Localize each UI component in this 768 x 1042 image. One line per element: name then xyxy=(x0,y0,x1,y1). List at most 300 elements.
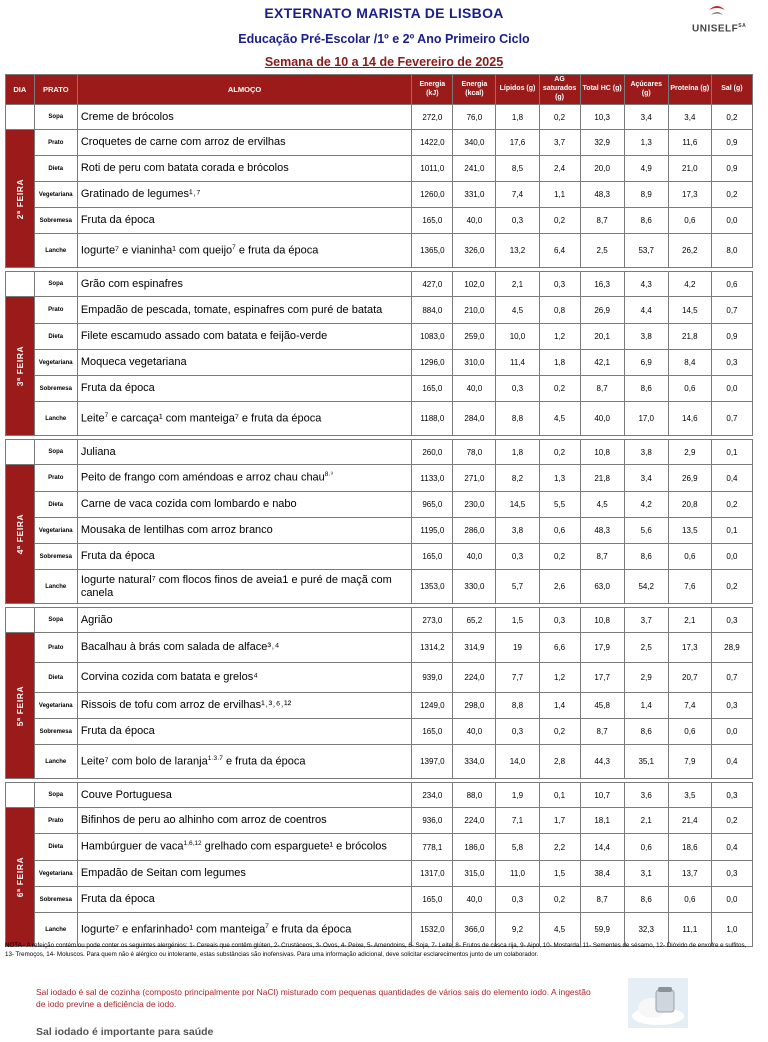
nutrition-value: 3,7 xyxy=(539,130,580,156)
nutrition-value: 6,4 xyxy=(539,234,580,268)
dish-name: Agrião xyxy=(80,613,113,626)
nutrition-value: 0,2 xyxy=(539,440,580,465)
dish-suffix: e fruta da época xyxy=(268,923,352,936)
nutrition-value: 0,3 xyxy=(539,608,580,633)
nutrition-value: 7,1 xyxy=(496,808,539,834)
nutrition-value: 2,1 xyxy=(624,808,668,834)
nutrition-value: 0,0 xyxy=(711,544,752,570)
nutrition-value: 48,3 xyxy=(580,182,624,208)
col-header: Lípidos (g) xyxy=(496,75,539,105)
category-cell: Sopa xyxy=(34,272,77,297)
category-cell: Dieta xyxy=(34,663,77,693)
nutrition-value: 2,5 xyxy=(580,234,624,268)
nutrition-value: 8,0 xyxy=(711,234,752,268)
nutrition-value: 18,6 xyxy=(668,834,711,861)
nutrition-value: 17,9 xyxy=(580,633,624,663)
nutrition-value: 0,2 xyxy=(539,544,580,570)
nutrition-value: 884,0 xyxy=(412,297,453,324)
nutrition-value: 48,3 xyxy=(580,518,624,544)
nutrition-value: 11,6 xyxy=(668,130,711,156)
nutrition-value: 0,1 xyxy=(711,518,752,544)
nutrition-value: 14,4 xyxy=(580,834,624,861)
day-label-text: 5ª FEIRA xyxy=(14,685,25,726)
nutrition-value: 17,3 xyxy=(668,633,711,663)
level-subtitle: Educação Pré-Escolar /1º e 2º Ano Primeiro Ciclo xyxy=(238,32,530,46)
nutrition-value: 59,9 xyxy=(580,913,624,947)
nutrition-value: 4,4 xyxy=(624,297,668,324)
dish-name: Filete escamudo assado com batata e feijão-verde xyxy=(80,330,328,343)
col-header: PRATO xyxy=(34,75,77,105)
nutrition-value: 8,7 xyxy=(580,719,624,745)
nutrition-value: 8,7 xyxy=(580,887,624,913)
nutrition-value: 13,2 xyxy=(496,234,539,268)
nutrition-value: 1083,0 xyxy=(412,324,453,350)
day-label-text: 3ª FEIRA xyxy=(14,345,25,387)
nutrition-value: 1011,0 xyxy=(412,156,453,182)
salt-footer: Sal iodado é importante para saúde xyxy=(36,1026,214,1038)
day-cell-empty xyxy=(6,272,35,297)
dish-name: Couve Portuguesa xyxy=(80,788,172,801)
nutrition-value: 0,7 xyxy=(711,297,752,324)
category-cell: Sopa xyxy=(34,105,77,130)
nutrition-value: 7,9 xyxy=(668,745,711,779)
table-row xyxy=(6,861,753,887)
nutrition-value: 165,0 xyxy=(412,887,453,913)
nutrition-value: 8,7 xyxy=(580,376,624,402)
col-header: Proteína (g) xyxy=(668,75,711,105)
table-row xyxy=(6,350,753,376)
table-row xyxy=(6,272,753,297)
dish-name: Iogurte⁷ e vianinha¹ com queijo xyxy=(80,244,233,257)
nutrition-value: 0,6 xyxy=(668,719,711,745)
nutrition-value: 32,3 xyxy=(624,913,668,947)
nutrition-value: 340,0 xyxy=(453,130,496,156)
category-cell: Lanche xyxy=(34,570,77,604)
dish-name: Iogurte⁷ e enfarinhado¹ com manteiga xyxy=(80,923,266,936)
dish-name: Leite⁷ com bolo de laranja xyxy=(80,755,208,768)
category-cell: Dieta xyxy=(34,492,77,518)
table-row xyxy=(6,376,753,402)
nutrition-value: 1,3 xyxy=(624,130,668,156)
nutrition-value: 17,7 xyxy=(580,663,624,693)
nutrition-value: 0,2 xyxy=(539,719,580,745)
nutrition-value: 4,3 xyxy=(624,272,668,297)
nutrition-value: 4,9 xyxy=(624,156,668,182)
nutrition-value: 0,0 xyxy=(711,208,752,234)
dish-suffix: e fruta da época xyxy=(235,244,319,257)
allergen-note: NOTA– A refeição contém ou pode conter os seguintes alergénios: 1- Cereais que contêm glúten, 2- Crustáceos, 3- Ovos, 4- Peixe, 5- Amendoins, 6- Soja, 7- Leite, 8- Frutos de casca rija, 9- Aipo, 10- Mostarda, 11- Sementes de sésamo, 12- Dióxido de enxofre e sulfitos, 13- Tremoços, 14- Moluscos. Para quem não é alérgico ou intolerante, estas substâncias são inofensivas. Para uma informação adicional, deve solicitar esclarecimentos junto de um colaborador. xyxy=(5,942,747,958)
dish-cell xyxy=(77,570,412,604)
nutrition-value: 88,0 xyxy=(453,783,496,808)
category-cell: Lanche xyxy=(34,234,77,268)
allergen-sup: 1˒3˒7 xyxy=(207,754,223,762)
nutrition-value: 4,5 xyxy=(496,297,539,324)
nutrition-value: 17,3 xyxy=(668,182,711,208)
dish-cell xyxy=(77,272,412,297)
nutrition-value: 210,0 xyxy=(453,297,496,324)
nutrition-value: 63,0 xyxy=(580,570,624,604)
logo-mark-icon xyxy=(706,4,728,22)
nutrition-value: 76,0 xyxy=(453,105,496,130)
nutrition-value: 0,0 xyxy=(711,376,752,402)
nutrition-value: 1,5 xyxy=(539,861,580,887)
nutrition-value: 54,2 xyxy=(624,570,668,604)
col-header: DIA xyxy=(6,75,35,105)
day-cell-empty xyxy=(6,608,35,633)
nutrition-value: 0,3 xyxy=(711,608,752,633)
nutrition-value: 102,0 xyxy=(453,272,496,297)
nutrition-value: 1,8 xyxy=(539,350,580,376)
nutrition-value: 45,8 xyxy=(580,693,624,719)
nutrition-value: 2,1 xyxy=(496,272,539,297)
nutrition-value: 4,2 xyxy=(624,492,668,518)
dish-suffix: e carcaça¹ com manteiga⁷ e fruta da época xyxy=(108,412,322,425)
dish-name: Leite xyxy=(80,412,105,425)
salt-image-icon xyxy=(628,978,688,1028)
nutrition-value: 7,6 xyxy=(668,570,711,604)
category-cell: Lanche xyxy=(34,913,77,947)
nutrition-value: 0,6 xyxy=(624,834,668,861)
dish-name: Iogurte natural⁷ com flocos finos de aveia1 e puré de maçã com canela xyxy=(80,573,392,599)
nutrition-value: 0,3 xyxy=(496,208,539,234)
dish-name: Fruta da época xyxy=(80,725,155,738)
nutrition-value: 4,5 xyxy=(539,913,580,947)
dish-name: Fruta da época xyxy=(80,550,155,563)
nutrition-value: 40,0 xyxy=(453,887,496,913)
nutrition-value: 53,7 xyxy=(624,234,668,268)
dish-cell xyxy=(77,440,412,465)
nutrition-value: 2,1 xyxy=(668,608,711,633)
dish-cell xyxy=(77,492,412,518)
nutrition-value: 8,6 xyxy=(624,887,668,913)
nutrition-value: 330,0 xyxy=(453,570,496,604)
nutrition-value: 8,8 xyxy=(496,402,539,436)
nutrition-value: 4,5 xyxy=(539,402,580,436)
nutrition-value: 1195,0 xyxy=(412,518,453,544)
nutrition-value: 2,5 xyxy=(624,633,668,663)
nutrition-value: 3,8 xyxy=(496,518,539,544)
nutrition-value: 0,6 xyxy=(668,208,711,234)
nutrition-value: 1,4 xyxy=(624,693,668,719)
nutrition-value: 0,7 xyxy=(711,402,752,436)
nutrition-value: 1260,0 xyxy=(412,182,453,208)
nutrition-value: 1,3 xyxy=(539,465,580,492)
nutrition-value: 3,7 xyxy=(624,608,668,633)
dish-cell xyxy=(77,234,412,268)
nutrition-value: 6,9 xyxy=(624,350,668,376)
nutrition-value: 38,4 xyxy=(580,861,624,887)
nutrition-value: 0,3 xyxy=(496,887,539,913)
col-header: ALMOÇO xyxy=(77,75,412,105)
nutrition-value: 1249,0 xyxy=(412,693,453,719)
nutrition-value: 165,0 xyxy=(412,376,453,402)
nutrition-value: 2,9 xyxy=(668,440,711,465)
nutrition-value: 8,7 xyxy=(580,208,624,234)
nutrition-value: 0,3 xyxy=(496,376,539,402)
nutrition-value: 19 xyxy=(496,633,539,663)
col-header: Energia (kJ) xyxy=(412,75,453,105)
nutrition-value: 1,2 xyxy=(539,324,580,350)
dish-name: Peito de frango com améndoas e arroz chau chau xyxy=(80,472,325,484)
nutrition-value: 1,2 xyxy=(539,663,580,693)
nutrition-value: 1314,2 xyxy=(412,633,453,663)
nutrition-value: 1296,0 xyxy=(412,350,453,376)
nutrition-value: 2,6 xyxy=(539,570,580,604)
category-cell: Lanche xyxy=(34,745,77,779)
dish-cell xyxy=(77,693,412,719)
nutrition-value: 2,8 xyxy=(539,745,580,779)
nutrition-value: 315,0 xyxy=(453,861,496,887)
nutrition-value: 1,8 xyxy=(496,440,539,465)
nutrition-value: 427,0 xyxy=(412,272,453,297)
dish-name: Creme de brócolos xyxy=(80,110,174,123)
table-row xyxy=(6,783,753,808)
table-row xyxy=(6,808,753,834)
day-label-text: 6ª FEIRA xyxy=(14,856,25,898)
nutrition-value: 3,5 xyxy=(668,783,711,808)
nutrition-value: 0,0 xyxy=(711,887,752,913)
nutrition-value: 11,0 xyxy=(496,861,539,887)
table-row xyxy=(6,156,753,182)
nutrition-value: 8,5 xyxy=(496,156,539,182)
nutrition-value: 8,6 xyxy=(624,544,668,570)
salt-info: Sal iodado é sal de cozinha (composto principalmente por NaCl) misturado com pequenas quantidades de vários sais do elemento iodo. A ingestão de iodo previne a deficiência de iodo. xyxy=(36,987,591,1009)
nutrition-value: 26,9 xyxy=(668,465,711,492)
nutrition-value: 165,0 xyxy=(412,544,453,570)
table-row xyxy=(6,608,753,633)
table-row xyxy=(6,693,753,719)
dish-cell xyxy=(77,105,412,130)
nutrition-value: 0,6 xyxy=(668,887,711,913)
nutrition-value: 10,7 xyxy=(580,783,624,808)
dish-name: Rissois de tofu com arroz de ervilhas¹˒³˒⁶˒¹² xyxy=(80,699,292,712)
dish-cell xyxy=(77,297,412,324)
table-row xyxy=(6,208,753,234)
nutrition-value: 334,0 xyxy=(453,745,496,779)
dish-cell xyxy=(77,745,412,779)
table-row xyxy=(6,402,753,436)
category-cell: Sobremesa xyxy=(34,719,77,745)
table-row xyxy=(6,663,753,693)
table-row xyxy=(6,719,753,745)
category-cell: Sopa xyxy=(34,440,77,465)
nutrition-value: 4,5 xyxy=(580,492,624,518)
col-header: AG saturados (g) xyxy=(539,75,580,105)
nutrition-value: 224,0 xyxy=(453,663,496,693)
menu-table xyxy=(5,74,753,947)
nutrition-value: 0,2 xyxy=(711,492,752,518)
col-header: Total HC (g) xyxy=(580,75,624,105)
nutrition-value: 40,0 xyxy=(453,544,496,570)
dish-name: Fruta da época xyxy=(80,893,155,906)
nutrition-value: 259,0 xyxy=(453,324,496,350)
nutrition-value: 5,5 xyxy=(539,492,580,518)
dish-name: Gratinado de legumes¹˒⁷ xyxy=(80,188,201,201)
day-cell-empty xyxy=(6,783,35,808)
dish-name: Empadão de pescada, tomate, espinafres com puré de batata xyxy=(80,303,383,316)
dish-cell xyxy=(77,376,412,402)
nutrition-value: 16,3 xyxy=(580,272,624,297)
nutrition-value: 65,2 xyxy=(453,608,496,633)
nutrition-value: 0,3 xyxy=(496,719,539,745)
col-header: Sal (g) xyxy=(711,75,752,105)
nutrition-value: 0,3 xyxy=(711,350,752,376)
dish-cell xyxy=(77,633,412,663)
nutrition-value: 14,6 xyxy=(668,402,711,436)
dish-name: Mousaka de lentilhas com arroz branco xyxy=(80,524,273,537)
nutrition-value: 26,2 xyxy=(668,234,711,268)
nutrition-value: 10,3 xyxy=(580,105,624,130)
nutrition-value: 286,0 xyxy=(453,518,496,544)
table-row xyxy=(6,465,753,492)
nutrition-value: 13,5 xyxy=(668,518,711,544)
category-cell: Vegetariana xyxy=(34,518,77,544)
nutrition-value: 20,8 xyxy=(668,492,711,518)
nutrition-value: 2,4 xyxy=(539,156,580,182)
nutrition-value: 284,0 xyxy=(453,402,496,436)
nutrition-value: 44,3 xyxy=(580,745,624,779)
category-cell: Dieta xyxy=(34,324,77,350)
nutrition-value: 936,0 xyxy=(412,808,453,834)
day-label xyxy=(6,130,35,268)
nutrition-value: 32,9 xyxy=(580,130,624,156)
category-cell: Vegetariana xyxy=(34,693,77,719)
nutrition-value: 7,7 xyxy=(496,663,539,693)
category-cell: Sopa xyxy=(34,608,77,633)
table-row xyxy=(6,130,753,156)
nutrition-value: 0,6 xyxy=(711,272,752,297)
category-cell: Vegetariana xyxy=(34,861,77,887)
category-cell: Prato xyxy=(34,297,77,324)
nutrition-value: 0,2 xyxy=(711,570,752,604)
nutrition-value: 8,4 xyxy=(668,350,711,376)
nutrition-value: 6,6 xyxy=(539,633,580,663)
nutrition-value: 21,4 xyxy=(668,808,711,834)
nutrition-value: 10,8 xyxy=(580,608,624,633)
nutrition-value: 18,1 xyxy=(580,808,624,834)
nutrition-value: 40,0 xyxy=(453,376,496,402)
nutrition-value: 40,0 xyxy=(453,208,496,234)
menu-body xyxy=(6,105,753,947)
dish-cell xyxy=(77,182,412,208)
nutrition-value: 0,2 xyxy=(539,376,580,402)
day-label-text: 2ª FEIRA xyxy=(14,178,25,219)
nutrition-value: 0,2 xyxy=(711,105,752,130)
day-label xyxy=(6,633,35,779)
nutrition-value: 1317,0 xyxy=(412,861,453,887)
nutrition-value: 1133,0 xyxy=(412,465,453,492)
nutrition-value: 0,3 xyxy=(711,693,752,719)
table-row xyxy=(6,440,753,465)
nutrition-value: 1188,0 xyxy=(412,402,453,436)
nutrition-value: 0,1 xyxy=(711,440,752,465)
dish-cell xyxy=(77,719,412,745)
nutrition-value: 1397,0 xyxy=(412,745,453,779)
nutrition-value: 0,6 xyxy=(668,544,711,570)
nutrition-value: 366,0 xyxy=(453,913,496,947)
nutrition-value: 0,9 xyxy=(711,130,752,156)
table-row xyxy=(6,297,753,324)
nutrition-value: 2,2 xyxy=(539,834,580,861)
nutrition-value: 0,2 xyxy=(711,182,752,208)
table-row xyxy=(6,234,753,268)
table-row xyxy=(6,492,753,518)
nutrition-value: 8,6 xyxy=(624,208,668,234)
nutrition-value: 3,4 xyxy=(624,105,668,130)
category-cell: Sobremesa xyxy=(34,887,77,913)
nutrition-value: 40,0 xyxy=(453,719,496,745)
nutrition-value: 26,9 xyxy=(580,297,624,324)
logo-text: $UNISELF^{SA}$ xyxy=(692,23,747,35)
nutrition-value: 3,6 xyxy=(624,783,668,808)
dish-cell xyxy=(77,808,412,834)
nutrition-value: 14,5 xyxy=(496,492,539,518)
dish-name: Roti de peru com batata corada e brócolos xyxy=(80,162,289,175)
nutrition-value: 0,3 xyxy=(496,544,539,570)
dish-name: Fruta da época xyxy=(80,214,155,227)
category-cell: Vegetariana xyxy=(34,182,77,208)
nutrition-value: 1,8 xyxy=(496,105,539,130)
nutrition-value: 10,8 xyxy=(580,440,624,465)
allergen-sup: 7 xyxy=(104,411,109,419)
nutrition-value: 20,7 xyxy=(668,663,711,693)
nutrition-value: 241,0 xyxy=(453,156,496,182)
category-cell: Sobremesa xyxy=(34,208,77,234)
nutrition-value: 11,1 xyxy=(668,913,711,947)
nutrition-value: 42,1 xyxy=(580,350,624,376)
dish-name: Grão com espinafres xyxy=(80,277,183,290)
dish-cell xyxy=(77,544,412,570)
nutrition-value: 298,0 xyxy=(453,693,496,719)
category-cell: Sopa xyxy=(34,783,77,808)
day-label xyxy=(6,465,35,604)
category-cell: Dieta xyxy=(34,834,77,861)
nutrition-value: 272,0 xyxy=(412,105,453,130)
nutrition-value: 0,9 xyxy=(711,156,752,182)
nutrition-value: 17,6 xyxy=(496,130,539,156)
col-header: Energia (kcal) xyxy=(453,75,496,105)
nutrition-value: 326,0 xyxy=(453,234,496,268)
table-header-row xyxy=(6,75,753,105)
nutrition-value: 3,8 xyxy=(624,440,668,465)
table-row xyxy=(6,887,753,913)
category-cell: Prato xyxy=(34,130,77,156)
nutrition-value: 14,5 xyxy=(668,297,711,324)
day-cell-empty xyxy=(6,105,35,130)
dish-cell xyxy=(77,208,412,234)
nutrition-value: 1365,0 xyxy=(412,234,453,268)
uniself-logo xyxy=(688,4,760,36)
nutrition-value: 0,8 xyxy=(539,297,580,324)
nutrition-value: 186,0 xyxy=(453,834,496,861)
nutrition-value: 20,0 xyxy=(580,156,624,182)
nutrition-value: 0,0 xyxy=(711,719,752,745)
nutrition-value: 11,4 xyxy=(496,350,539,376)
nutrition-value: 7,4 xyxy=(496,182,539,208)
dish-name: Juliana xyxy=(80,445,116,458)
nutrition-value: 939,0 xyxy=(412,663,453,693)
table-row xyxy=(6,834,753,861)
nutrition-value: 0,4 xyxy=(711,465,752,492)
nutrition-value: 5,7 xyxy=(496,570,539,604)
nutrition-value: 0,6 xyxy=(668,376,711,402)
dish-cell xyxy=(77,663,412,693)
dish-cell xyxy=(77,156,412,182)
day-label xyxy=(6,808,35,947)
nutrition-value: 4,2 xyxy=(668,272,711,297)
nutrition-value: 3,1 xyxy=(624,861,668,887)
nutrition-value: 1353,0 xyxy=(412,570,453,604)
